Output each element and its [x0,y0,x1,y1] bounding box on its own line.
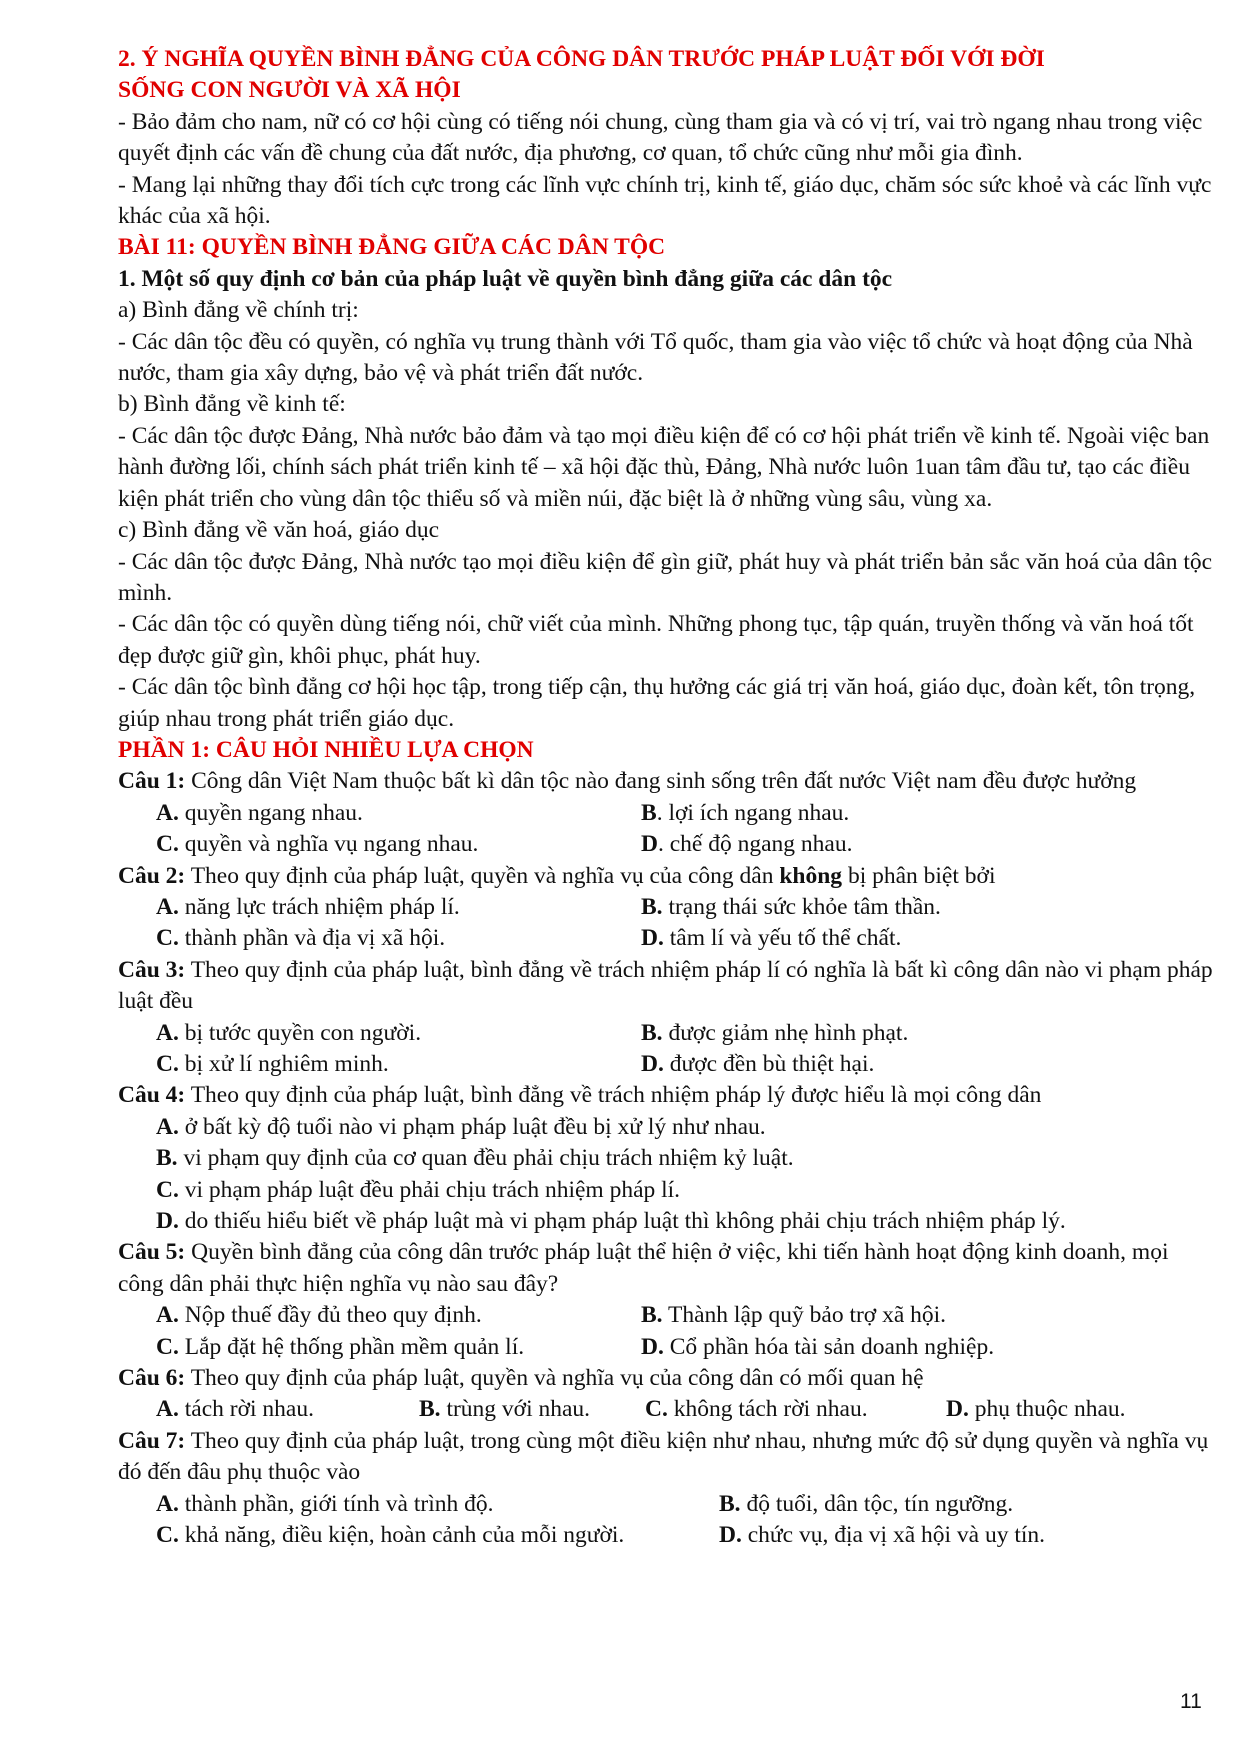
question-text: Công dân Việt Nam thuộc bất kì dân tộc nào đang sinh sống trên đất nước Việt nam đều được hưởng [185,768,1137,795]
option-c: C. quyền và nghĩa vụ ngang nhau. [156,831,479,858]
section-2-paragraph-2: - Mang lại những thay đổi tích cực trong các lĩnh vực chính trị, kinh tế, giáo dục, chăm sóc sức khoẻ và các lĩnh vực khác của xã hội. [118,171,1212,230]
option-a: A. Nộp thuế đầy đủ theo quy định. [156,1302,482,1329]
option-a: A. ở bất kỳ độ tuổi nào vi phạm pháp luật đều bị xử lý như nhau. [156,1113,766,1140]
question-2-options-row-1 [118,892,1218,923]
cultural-equality-text-2: - Các dân tộc có quyền dùng tiếng nói, chữ viết của mình. Những phong tục, tập quán, truyền thống và văn hoá tốt đẹp được giữ gìn, khôi phục, phát huy. [118,611,1194,669]
option-d: D. Cổ phần hóa tài sản doanh nghiệp. [641,1333,995,1360]
question-label: Câu 1: [118,768,186,795]
question-label: Câu 5: [118,1239,186,1266]
political-equality-text: - Các dân tộc đều có quyền, có nghĩa vụ trung thành với Tổ quốc, tham gia vào việc tổ chức và hoạt động của Nhà nước, tham gia xây dựng, bảo vệ và phát triển đất nước. [118,328,1193,387]
question-2-options-row-2 [118,923,1218,954]
option-c: C. khả năng, điều kiện, hoàn cảnh của mỗi người. [156,1522,625,1549]
option-b: B. Thành lập quỹ bảo trợ xã hội. [641,1302,947,1329]
question-5: Câu 5: Quyền bình đẳng của công dân trước pháp luật thể hiện ở việc, khi tiến hành hoạt động kinh doanh, mọi công dân phải thực hiện nghĩa vụ nào sau đây? [118,1239,1169,1297]
option-d: D. chế độ ngang nhau. [641,831,853,858]
option-b: B. vi phạm quy định của cơ quan đều phải chịu trách nhiệm kỷ luật. [156,1145,794,1172]
option-d: D. chức vụ, địa vị xã hội và uy tín. [719,1522,1046,1549]
option-b: B. trùng với nhau. [419,1396,591,1423]
cultural-equality-title: c) Bình đẳng về văn hoá, giáo dục [118,517,440,544]
question-7-options-row-1 [118,1489,1218,1520]
question-5-options-row-2 [118,1332,1218,1363]
question-4: Câu 4: Theo quy định của pháp luật, bình đẳng về trách nhiệm pháp lý được hiểu là mọi công dân [118,1082,1042,1109]
option-a: A. tách rời nhau. [156,1396,314,1423]
question-label: Câu 7: [118,1427,186,1454]
cultural-equality-text-3: - Các dân tộc bình đẳng cơ hội học tập, trong tiếp cận, thụ hưởng các giá trị văn hoá, giáo dục, đoàn kết, tôn trọng, giúp nhau trong phát triển giáo dục. [118,674,1196,732]
option-b: B. trạng thái sức khỏe tâm thần. [641,893,941,920]
option-b: B. được giảm nhẹ hình phạt. [641,1019,909,1046]
economic-equality-title: b) Bình đẳng về kinh tế: [118,391,346,418]
question-7-options-row-2 [118,1520,1218,1551]
option-d: D. phụ thuộc nhau. [946,1396,1126,1423]
question-3-options-row-2 [118,1049,1218,1080]
document-page [118,44,1218,1552]
option-b: B. độ tuổi, dân tộc, tín ngưỡng. [719,1490,1014,1517]
question-label: Câu 3: [118,956,186,983]
option-c: C. vi phạm pháp luật đều phải chịu trách nhiệm pháp lí. [156,1176,681,1203]
lesson-11-subheading: 1. Một số quy định cơ bản của pháp luật về quyền bình đẳng giữa các dân tộc [118,265,893,292]
section-2-heading-line1: 2. Ý NGHĨA QUYỀN BÌNH ĐẲNG CỦA CÔNG DÂN TRƯỚC PHÁP LUẬT ĐỐI VỚI ĐỜI [118,46,1045,72]
political-equality-title: a) Bình đẳng về chính trị: [118,297,359,324]
option-d: D. được đền bù thiệt hại. [641,1051,875,1077]
question-5-options-row-1 [118,1300,1218,1331]
question-3: Câu 3: Theo quy định của pháp luật, bình đẳng về trách nhiệm pháp lí có nghĩa là bất kì công dân nào vi phạm pháp luật đều [118,956,1213,1015]
cultural-equality-text-1: - Các dân tộc được Đảng, Nhà nước tạo mọi điều kiện để gìn giữ, phát huy và phát triển bản sắc văn hoá của dân tộc mình. [118,548,1213,606]
question-1-options-row-2 [118,829,1218,860]
section-2-heading-line2: SỐNG CON NGƯỜI VÀ XÃ HỘI [118,77,461,104]
economic-equality-text: - Các dân tộc được Đảng, Nhà nước bảo đảm và tạo mọi điều kiện để có cơ hội phát triển về kinh tế. Ngoài việc ban hành đường lối, chính sách phát triển kinh tế – xã hội đặc thù, Đảng, Nhà nước luôn 1uan tâm đầu tư, tạo các điều kiện phát triển cho vùng dân tộc thiểu số và miền núi, đặc biệt là ở những vùng sâu, vùng xa. [118,422,1210,512]
question-3-options-row-1 [118,1018,1218,1049]
question-6: Câu 6: Theo quy định của pháp luật, quyền và nghĩa vụ của công dân có mối quan hệ [118,1365,924,1392]
option-d: D. tâm lí và yếu tố thể chất. [641,925,902,952]
question-6-options-row [118,1394,1218,1425]
option-b: B. lợi ích ngang nhau. [641,799,850,826]
page-number: 11 [1180,1690,1202,1713]
option-a: A. bị tước quyền con người. [156,1019,422,1046]
question-label: Câu 4: [118,1082,186,1109]
question-1 [118,766,1218,797]
option-a: A. thành phần, giới tính và trình độ. [156,1490,494,1517]
option-a: A. năng lực trách nhiệm pháp lí. [156,893,460,920]
question-2: Câu 2: Theo quy định của pháp luật, quyền và nghĩa vụ của công dân không bị phân biệt bởi [118,862,996,889]
option-d: D. do thiếu hiểu biết về pháp luật mà vi phạm pháp luật thì không phải chịu trách nhiệm pháp lý. [156,1208,1066,1235]
lesson-11-heading: BÀI 11: QUYỀN BÌNH ĐẲNG GIỮA CÁC DÂN TỘC [118,234,666,261]
question-7: Câu 7: Theo quy định của pháp luật, trong cùng một điều kiện như nhau, nhưng mức độ sử dụng quyền và nghĩa vụ đó đến đâu phụ thuộc vào [118,1427,1209,1486]
option-c: C. Lắp đặt hệ thống phần mềm quản lí. [156,1333,525,1360]
question-1-options-row-1 [118,798,1218,829]
option-c: C. không tách rời nhau. [645,1396,868,1423]
section-2-paragraph-1: - Bảo đảm cho nam, nữ có cơ hội cùng có tiếng nói chung, cùng tham gia và có vị trí, vai trò ngang nhau trong việc quyết định các vấn đề chung của đất nước, địa phương, cơ quan, tổ chức cũng như mỗi gia đình. [118,108,1203,167]
option-c: C. thành phần và địa vị xã hội. [156,925,446,952]
part-1-heading: PHẦN 1: CÂU HỎI NHIỀU LỰA CHỌN [118,736,534,763]
option-a: A. quyền ngang nhau. [156,799,363,826]
question-label: Câu 2: [118,862,186,889]
question-label: Câu 6: [118,1365,186,1392]
option-c: C. bị xử lí nghiêm minh. [156,1051,389,1077]
